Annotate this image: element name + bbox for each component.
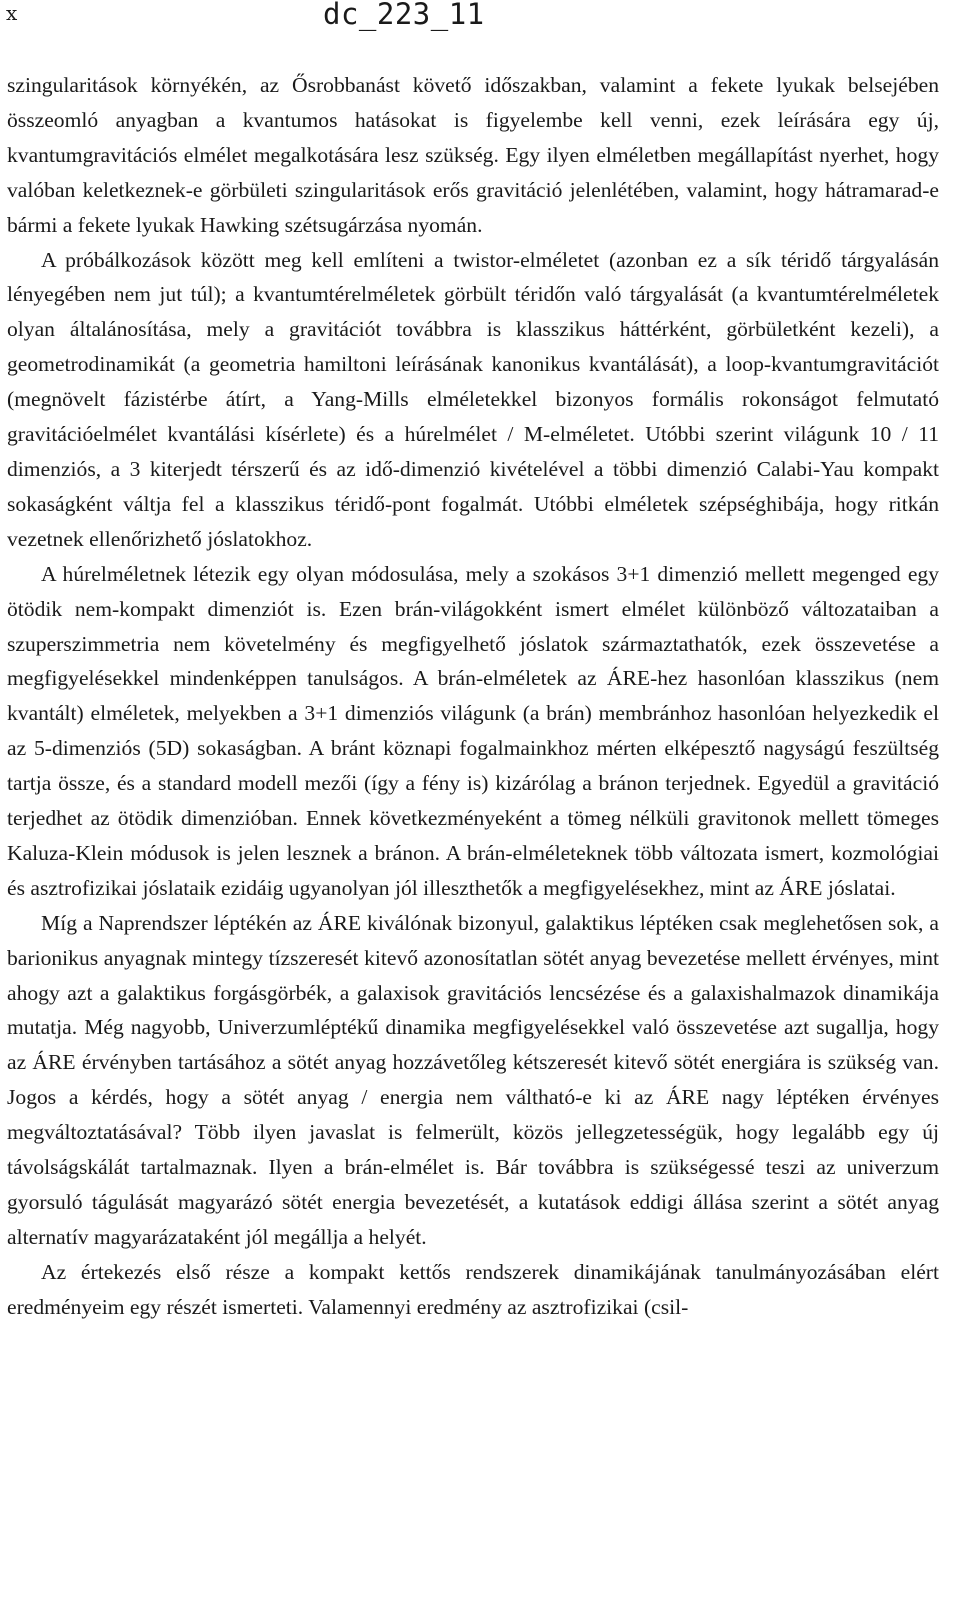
paragraph: A húrelméletnek létezik egy olyan módosulása, mely a szokásos 3+1 dimenzió mellett megenged egy ötödik nem-kompakt dimenziót is. Ezen brán-világokként ismert elmélet különböző változataiban a szuperszimmetria nem követelmény és megfigyelhető jóslatok származtathatók, ezek összevetése a megfigyelésekkel mindenképpen tanulságos. A brán-elméletek az ÁRE-hez hasonlóan klasszikus (nem kvantált) elméletek, melyekben a 3+1 dimenziós világunk (a brán) membránhoz hasonlóan helyezkedik el az 5-dimenziós (5D) sokaságban. A bránt köznapi fogalmainkhoz mérten elképesztő nagyságú feszültség tartja össze, és a standard modell mezői (így a fény is) kizárólag a bránon terjednek. Egyedül a gravitáció terjedhet az ötödik dimenzióban. Ennek következményeként a tömeg nélküli gravitonok mellett tömeges Kaluza-Klein módusok is jelen lesznek a bránon. A brán-elméleteknek több változata ismert, kozmológiai és asztrofizikai jóslataik ezidáig ugyanolyan jól illeszthetők a megfigyelésekhez, mint az ÁRE jóslatai.: [7, 561, 939, 900]
page-number: x: [6, 1, 18, 25]
paragraph-continued: szingularitások környékén, az Ősrobbanást követő időszakban, valamint a fekete lyukak belsejében összeomló anyagban a kvantumos hatásokat is figyelembe kell venni, ezek leírására egy új, kvantumgravitációs elmélet megalkotására lesz szükség. Egy ilyen elméletben megállapítást nyerhet, hogy valóban keletkeznek-e görbületi szingularitások erős gravitáció jelenlétében, valamint, hogy hátramarad-e bármi a fekete lyukak Hawking szétsugárzása nyomán.: [7, 73, 939, 237]
page-header: [0, 0, 960, 40]
document-body: [7, 68, 939, 1325]
paragraph: Az értekezés első része a kompakt kettős rendszerek dinamikájának tanulmányozásában elért eredményeim egy részét ismerteti. Valamennyi eredmény az asztrofizikai (csil-: [7, 1259, 939, 1319]
document-id: dc_223_11: [323, 0, 485, 31]
paragraph: A próbálkozások között meg kell említeni a twistor-elméletet (azonban ez a sík téridő tárgyalásán lényegében nem jut túl); a kvantumtérelméletek görbült téridőn való tárgyalását (a kvantumtérelméletek olyan általánosítása, mely a gravitációt továbbra is klasszikus háttérként, görbületként kezeli), a geometrodinamikát (a geometria hamiltoni leírásának kanonikus kvantálását), a loop-kvantumgravitációt (megnövelt fázistérbe átírt, a Yang-Mills elméletekkel bizonyos formális rokonságot felmutató gravitációelmélet kvantálási kísérlete) és a húrelmélet / M-elméletet. Utóbbi szerint világunk 10 / 11 dimenziós, a 3 kiterjedt térszerű és az idő-dimenzió kivételével a többi dimenzió Calabi-Yau kompakt sokaságként váltja fel a klasszikus téridő-pont fogalmát. Utóbbi elméletek szépséghibája, hogy ritkán vezetnek ellenőrizhető jóslatokhoz.: [7, 247, 939, 551]
paragraph: Míg a Naprendszer léptékén az ÁRE kiválónak bizonyul, galaktikus léptéken csak meglehetősen sok, a barionikus anyagnak mintegy tízszeresét kitevő azonosítatlan sötét anyag bevezetése mellett érvényes, mint ahogy azt a galaktikus forgásgörbék, a galaxisok gravitációs lencsézése és a galaxishalmazok dinamikája mutatja. Még nagyobb, Univerzumléptékű dinamika megfigyelésekkel való összevetése azt sugallja, hogy az ÁRE érvényben tartásához a sötét anyag hozzávetőleg kétszeresét kitevő sötét energiára is szükség van. Jogos a kérdés, hogy a sötét anyag / energia nem váltható-e ki az ÁRE nagy léptéken érvényes megváltoztatásával? Több ilyen javaslat is felmerült, közös jellegzetességük, hogy legalább egy új távolságskálát tartalmaznak. Ilyen a brán-elmélet is. Bár továbbra is szükségessé teszi az univerzum gyorsuló tágulását magyarázó sötét energia bevezetését, a kutatások eddigi állása szerint a sötét anyag alternatív magyarázataként jól megállja a helyét.: [7, 910, 939, 1249]
